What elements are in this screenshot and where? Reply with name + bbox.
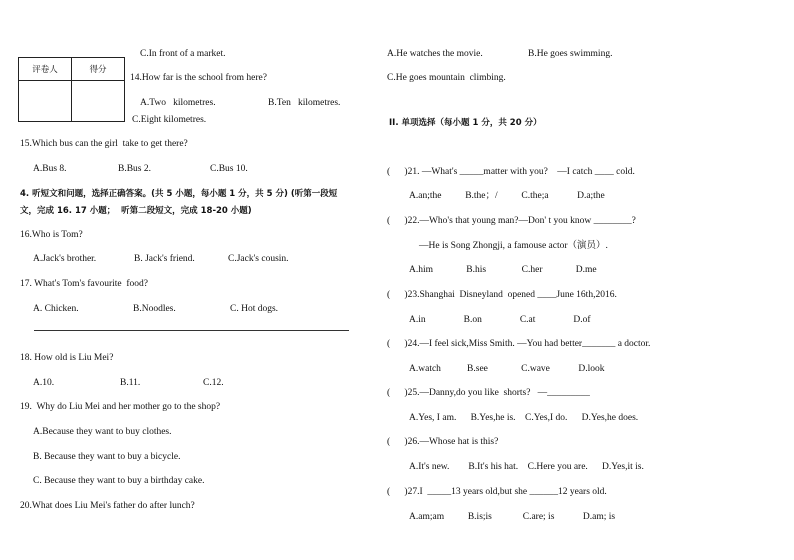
q18-option-c: C.12. (203, 378, 224, 388)
section-4-instructions-line2: 文，完成 16. 17 小题； 听第二段短文，完成 18-20 小题) (20, 206, 252, 216)
q26-options: A.It's new. B.It's his hat. C.Here you are. D.Yes,it is. (409, 462, 644, 472)
q18-question: 18. How old is Liu Mei? (20, 353, 114, 363)
q19-option-c: C. Because they want to buy a birthday cake. (33, 476, 205, 486)
q21-options: A.an;the B.the；/ C.the;a D.a;the (409, 191, 605, 201)
q22-dialogue: —He is Song Zhongji, a famouse actor（演员）. (419, 241, 608, 251)
q14-option-c: C.Eight kilometres. (132, 115, 207, 125)
q17-option-a: A. Chicken. (33, 304, 79, 314)
q20-option-a: A.He watches the movie. (387, 49, 483, 59)
q20-option-b: B.He goes swimming. (528, 49, 613, 59)
q22-options: A.him B.his C.her D.me (409, 265, 597, 275)
q26-question: ( )26.—Whose hat is this? (387, 437, 499, 447)
q22-question: ( )22.—Who's that young man?—Don' t you know ________? (387, 216, 636, 226)
q16-option-c: C.Jack's cousin. (228, 254, 289, 264)
q18-option-a: A.10. (33, 378, 55, 388)
q23-options: A.in B.on C.at D.of (409, 315, 591, 325)
score-cell[interactable] (72, 81, 125, 122)
q16-option-b: B. Jack's friend. (134, 254, 195, 264)
q15-option-a: A.Bus 8. (33, 164, 67, 174)
q13-option-c: C.In front of a market. (140, 49, 226, 59)
q27-question: ( )27.I _____13 years old,but she ______12 years old. (387, 487, 607, 497)
q20-option-c: C.He goes mountain climbing. (387, 73, 506, 83)
q19-option-a: A.Because they want to buy clothes. (33, 427, 172, 437)
q17-question: 17. What's Tom's favourite food? (20, 279, 148, 289)
section-4-instructions-line1: 4. 听短文和问题，选择正确答案。(共 5 小题，每小题 1 分，共 5 分) (听第一段短 (20, 189, 338, 199)
q14-question: 14.How far is the school from here? (130, 73, 267, 83)
q15-question: 15.Which bus can the girl take to get there? (20, 139, 188, 149)
score-table (18, 57, 125, 122)
grader-cell[interactable] (19, 81, 72, 122)
q20-question: 20.What does Liu Mei's father do after lunch? (20, 501, 195, 511)
q25-options: A.Yes, I am. B.Yes,he is. C.Yes,I do. D.Yes,he does. (409, 413, 639, 423)
score-header: 得分 (72, 58, 125, 81)
q24-options: A.watch B.see C.wave D.look (409, 364, 605, 374)
q14-option-a: A.Two kilometres. (140, 98, 216, 108)
answer-line (34, 330, 349, 331)
q19-option-b: B. Because they want to buy a bicycle. (33, 452, 181, 462)
grader-header: 评卷人 (19, 58, 72, 81)
q17-option-b: B.Noodles. (133, 304, 176, 314)
q24-question: ( )24.—I feel sick,Miss Smith. —You had better_______ a doctor. (387, 339, 651, 349)
q16-option-a: A.Jack's brother. (33, 254, 97, 264)
q27-options: A.am;am B.is;is C.are; is D.am; is (409, 512, 616, 522)
q16-question: 16.Who is Tom? (20, 230, 83, 240)
q19-question: 19. Why do Liu Mei and her mother go to the shop? (20, 402, 221, 412)
q23-question: ( )23.Shanghai Disneyland opened ____June 16th,2016. (387, 290, 617, 300)
q14-option-b: B.Ten kilometres. (268, 98, 341, 108)
q18-option-b: B.11. (120, 378, 141, 388)
q15-option-c: C.Bus 10. (210, 164, 248, 174)
q21-question: ( )21. —What's _____matter with you? —I catch ____ cold. (387, 167, 635, 177)
q25-question: ( )25.—Danny,do you like shorts? —_________ (387, 388, 590, 398)
q15-option-b: B.Bus 2. (118, 164, 151, 174)
section-2-heading: II. 单项选择（每小题 1 分，共 20 分） (389, 118, 542, 128)
q17-option-c: C. Hot dogs. (230, 304, 279, 314)
